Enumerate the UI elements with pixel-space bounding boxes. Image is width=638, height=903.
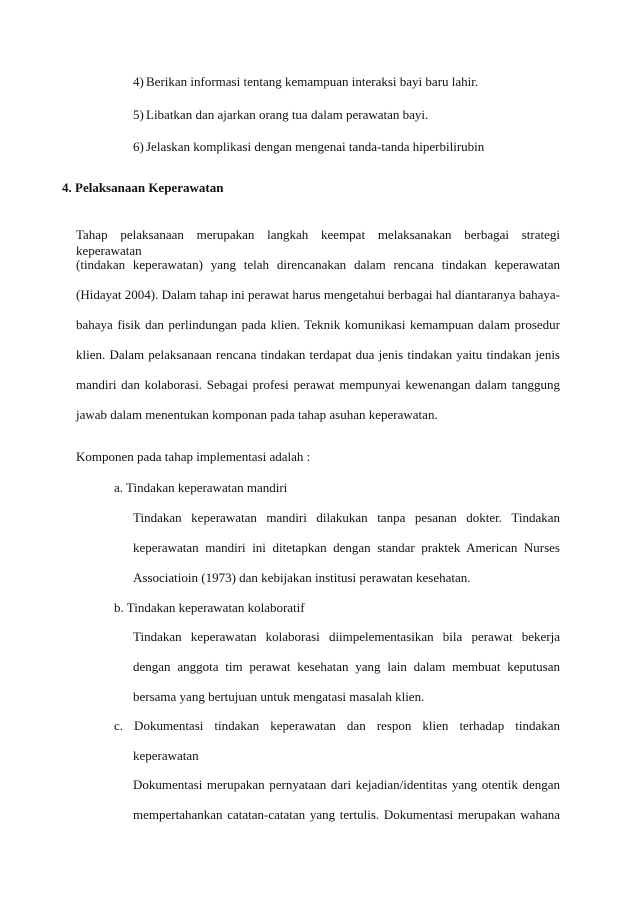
paragraph-line: mandiri dan kolaborasi. Sebagai profesi perawat mempunyai kewenangan dalam tanggung	[76, 377, 560, 392]
subsection-line: Associatioin (1973) dan kebijakan institusi perawatan kesehatan.	[133, 570, 471, 585]
paragraph-line: Tahap pelaksanaan merupakan langkah keempat melaksanakan berbagai strategi keperawatan	[76, 227, 560, 258]
subsection-label-c-cont: keperawatan	[133, 748, 199, 763]
paragraph-line: (Hidayat 2004). Dalam tahap ini perawat harus mengetahui berbagai hal diantaranya bahaya-	[76, 287, 560, 302]
list-item	[133, 107, 428, 123]
list-item-number: 4)	[133, 74, 144, 89]
list-item-text: Jelaskan komplikasi dengan mengenai tanda-tanda hiperbilirubin	[146, 139, 485, 154]
list-item-number: 6)	[133, 139, 144, 154]
subsection-label-b: b. Tindakan keperawatan kolaboratif	[114, 600, 305, 615]
section-heading: 4. Pelaksanaan Keperawatan	[62, 180, 224, 195]
paragraph-line: jawab dalam menentukan komponan pada tahap asuhan keperawatan.	[76, 407, 438, 422]
paragraph-line: (tindakan keperawatan) yang telah direncanakan dalam rencana tindakan keperawatan	[76, 257, 560, 272]
subsection-label-a: a. Tindakan keperawatan mandiri	[114, 480, 288, 495]
subsection-line: Tindakan keperawatan kolaborasi diimpelementasikan bila perawat bekerja	[133, 629, 560, 644]
subsection-line: Tindakan keperawatan mandiri dilakukan tanpa pesanan dokter. Tindakan	[133, 510, 560, 525]
paragraph-line: klien. Dalam pelaksanaan rencana tindakan terdapat dua jenis tindakan yaitu tindakan jenis	[76, 347, 560, 362]
subsection-line: mempertahankan catatan-catatan yang tertulis. Dokumentasi merupakan wahana	[133, 807, 560, 822]
list-item	[133, 139, 484, 155]
subsection-line: dengan anggota tim perawat kesehatan yang lain dalam membuat keputusan	[133, 659, 560, 674]
subsection-label-c: c. Dokumentasi tindakan keperawatan dan respon klien terhadap tindakan	[114, 718, 560, 733]
subsection-line: keperawatan mandiri ini ditetapkan dengan standar praktek American Nurses	[133, 540, 560, 555]
list-item-number: 5)	[133, 107, 144, 122]
list-item	[133, 74, 478, 90]
subsection-line: bersama yang bertujuan untuk mengatasi masalah klien.	[133, 689, 425, 704]
components-intro: Komponen pada tahap implementasi adalah :	[76, 449, 311, 464]
list-item-text: Berikan informasi tentang kemampuan interaksi bayi baru lahir.	[146, 74, 479, 89]
paragraph-line: bahaya fisik dan perlindungan pada klien. Teknik komunikasi kemampuan dalam prosedur	[76, 317, 560, 332]
subsection-line: Dokumentasi merupakan pernyataan dari kejadian/identitas yang otentik dengan	[133, 777, 560, 792]
list-item-text: Libatkan dan ajarkan orang tua dalam perawatan bayi.	[146, 107, 429, 122]
